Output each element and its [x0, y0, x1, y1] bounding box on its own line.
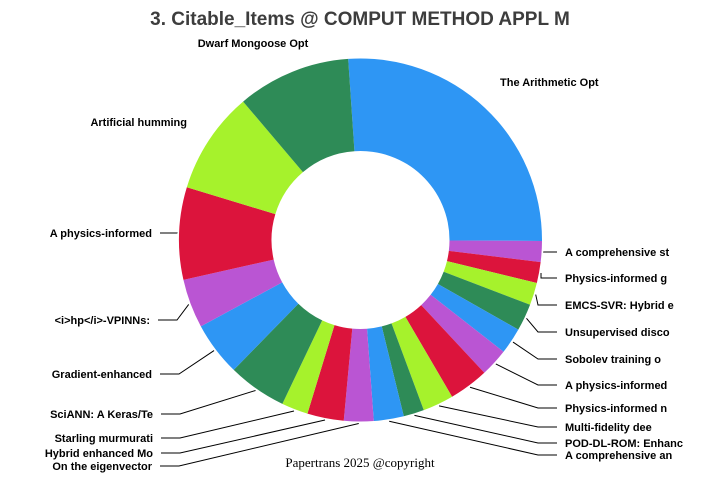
segment-label-9: Multi-fidelity dee	[565, 422, 652, 434]
segment-label-18: A physics-informed	[49, 228, 152, 240]
segment-label-19: Artificial humming	[90, 117, 187, 129]
segment-label-11: A comprehensive an	[565, 450, 673, 462]
leader-line-10	[414, 415, 557, 443]
segment-label-20: Dwarf Mongoose Opt	[197, 38, 309, 50]
leader-line-9	[439, 406, 557, 427]
copyright-note: Papertrans 2025 @copyright	[285, 455, 435, 470]
leader-line-8	[470, 387, 557, 408]
segment-label-13: Hybrid enhanced Mo	[44, 448, 153, 460]
segment-label-12: On the eigenvector	[52, 461, 152, 473]
segment-label-7: A physics-informed	[565, 380, 668, 392]
chart-title: 3. Citable_Items @ COMPUT METHOD APPL M	[150, 9, 570, 30]
leader-line-11	[389, 421, 557, 455]
leader-line-17	[158, 304, 189, 320]
segment-label-15: SciANN: A Keras/Te	[50, 409, 153, 421]
segment-label-16: Gradient-enhanced	[51, 369, 152, 381]
segment-label-5: Unsupervised disco	[565, 327, 670, 339]
segment-label-2: A comprehensive st	[565, 247, 670, 259]
leader-line-5	[526, 318, 557, 332]
segment-label-6: Sobolev training o	[565, 354, 661, 366]
segment-label-4: EMCS-SVR: Hybrid e	[565, 300, 674, 312]
leader-line-14	[161, 411, 294, 438]
segment-label-10: POD-DL-ROM: Enhanc	[565, 438, 683, 450]
leader-line-6	[513, 342, 557, 359]
leader-line-15	[161, 391, 256, 415]
leader-line-4	[536, 295, 557, 305]
segment-label-8: Physics-informed n	[565, 403, 668, 415]
segment-label-17: <i>hp</i>-VPINNs:	[54, 315, 150, 327]
donut-wedges	[179, 58, 542, 421]
segment-label-3: Physics-informed g	[565, 273, 668, 285]
segment-label-1: The Arithmetic Opt	[500, 77, 599, 89]
leader-line-16	[160, 351, 214, 374]
leader-line-7	[496, 364, 557, 385]
leader-line-3	[541, 273, 557, 278]
segment-label-14: Starling murmurati	[54, 433, 153, 445]
